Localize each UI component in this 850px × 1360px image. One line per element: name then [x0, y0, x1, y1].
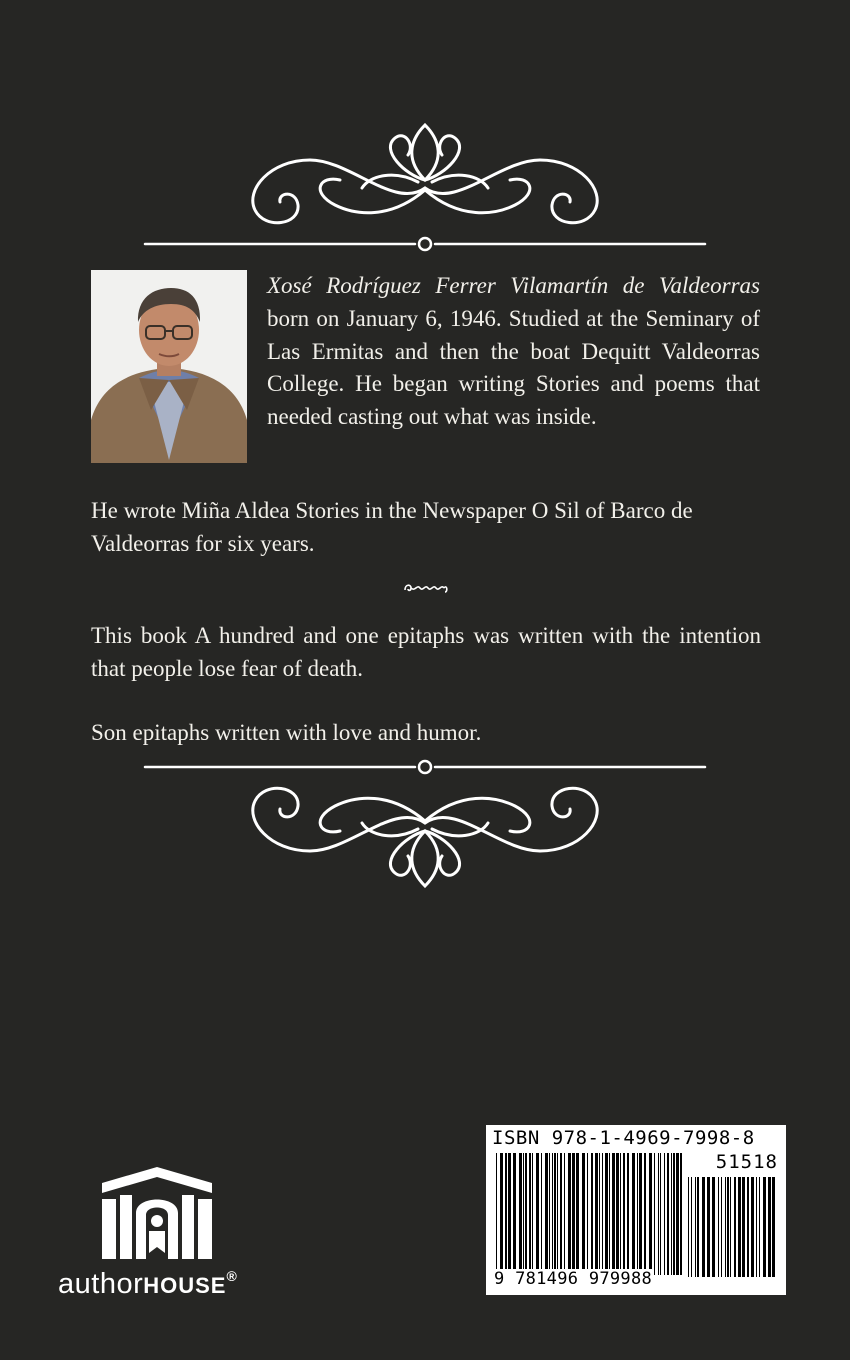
newspaper-paragraph: He wrote Miña Aldea Stories in the Newspaper O Sil of Barco de Valdeorras for six years. [91, 498, 693, 556]
barcode-bar [500, 1153, 503, 1275]
barcode-bar [536, 1153, 539, 1275]
small-swirl-divider-icon [402, 580, 450, 596]
barcode-bar [595, 1153, 598, 1275]
barcode-bar [691, 1177, 692, 1277]
barcode-bar [637, 1153, 638, 1275]
barcode-bar [591, 1153, 593, 1275]
barcode-bar [644, 1153, 646, 1275]
barcode-bar [718, 1177, 719, 1277]
barcode-bar [759, 1177, 760, 1277]
barcode-bar [623, 1153, 625, 1275]
barcode-bar [496, 1153, 497, 1275]
barcode-bar [560, 1153, 562, 1275]
barcode-bar [658, 1153, 659, 1275]
authorhouse-logo-icon [96, 1165, 218, 1265]
barcode-bar [576, 1153, 579, 1275]
barcode-bar [572, 1153, 575, 1275]
barcode-bar [751, 1177, 754, 1277]
barcode-bar [609, 1153, 610, 1275]
barcode-bar [529, 1153, 531, 1275]
barcode-bar [667, 1153, 669, 1275]
author-bio [267, 270, 760, 434]
barcode-bar [768, 1177, 771, 1277]
barcode-bar [627, 1153, 629, 1275]
barcode-bar [734, 1177, 736, 1277]
barcode-bar [519, 1153, 522, 1275]
barcode-bar [532, 1153, 533, 1275]
barcode-bar [742, 1177, 745, 1277]
epitaphs-paragraph: Son epitaphs written with love and humor. [91, 720, 482, 745]
barcode-bar [605, 1153, 608, 1275]
barcode-bar [738, 1177, 741, 1277]
book-paragraph: This book A hundred and one epitaphs was written with the intention that people lose fear of death. [91, 623, 761, 681]
barcode-bar [513, 1153, 516, 1275]
barcode-bar [508, 1153, 511, 1275]
barcode-bar [673, 1153, 675, 1275]
barcode-bar [632, 1153, 635, 1275]
top-flourish-ornament [0, 120, 850, 260]
barcode-bar [599, 1153, 600, 1275]
barcode-bar [697, 1177, 699, 1277]
barcode-bar [664, 1153, 665, 1275]
barcode-bar [582, 1153, 585, 1275]
barcode-bar [564, 1153, 565, 1275]
barcode-bar [660, 1153, 661, 1275]
price-code: 51518 [715, 1151, 778, 1173]
addon-barcode-bars [688, 1177, 776, 1277]
barcode-bar [612, 1153, 615, 1275]
barcode-bar [712, 1177, 715, 1277]
publisher-name [58, 1268, 237, 1301]
barcode-bar [541, 1153, 542, 1275]
barcode-bar [587, 1153, 588, 1275]
barcode-bar [568, 1153, 571, 1275]
barcode-bar [554, 1153, 556, 1275]
barcode-bar [639, 1153, 642, 1275]
registered-mark: ® [226, 1268, 238, 1284]
barcode-bar [545, 1153, 548, 1275]
barcode-bar [620, 1153, 621, 1275]
ean-digits: 9 781496 979988 [494, 1269, 653, 1289]
barcode-bar [649, 1153, 652, 1275]
barcode-bar [525, 1153, 527, 1275]
barcode-bar [557, 1153, 558, 1275]
barcode-bar [680, 1153, 682, 1275]
barcode-bar [763, 1177, 766, 1277]
barcode-bar [676, 1153, 679, 1275]
ean-barcode-bars [496, 1153, 684, 1275]
isbn-barcode [486, 1125, 786, 1295]
isbn-label: ISBN 978-1-4969-7998-8 [492, 1127, 755, 1149]
publisher-name-house: HOUSE [143, 1273, 227, 1298]
publisher-name-author: author [58, 1268, 144, 1300]
author-name: Xosé Rodríguez Ferrer Vilamartín de Valdeorras [267, 273, 760, 298]
barcode-bar [549, 1153, 550, 1275]
barcode-bar [671, 1153, 672, 1275]
barcode-bar [702, 1177, 705, 1277]
barcode-bar [727, 1177, 729, 1277]
barcode-bar [695, 1177, 696, 1277]
barcode-bar [654, 1153, 655, 1275]
author-photo [91, 270, 247, 463]
barcode-bar [523, 1153, 524, 1275]
barcode-bar [688, 1177, 689, 1277]
barcode-bar [505, 1153, 507, 1275]
barcode-bar [772, 1177, 775, 1277]
barcode-bar [602, 1153, 603, 1275]
barcode-bar [616, 1153, 619, 1275]
bottom-flourish-ornament [0, 755, 850, 895]
barcode-bar [756, 1177, 757, 1277]
barcode-bar [721, 1177, 722, 1277]
barcode-bar [747, 1177, 749, 1277]
author-bio-text: born on January 6, 1946. Studied at the Seminary of Las Ermitas and then the boat Dequitt Valdeorras College. He began writing Stories and poems that needed casting out what was inside. [267, 305, 760, 430]
barcode-bar [552, 1153, 553, 1275]
publisher-logo [58, 1165, 273, 1310]
barcode-bar [725, 1177, 726, 1277]
barcode-bar [730, 1177, 731, 1277]
barcode-bar [707, 1177, 710, 1277]
